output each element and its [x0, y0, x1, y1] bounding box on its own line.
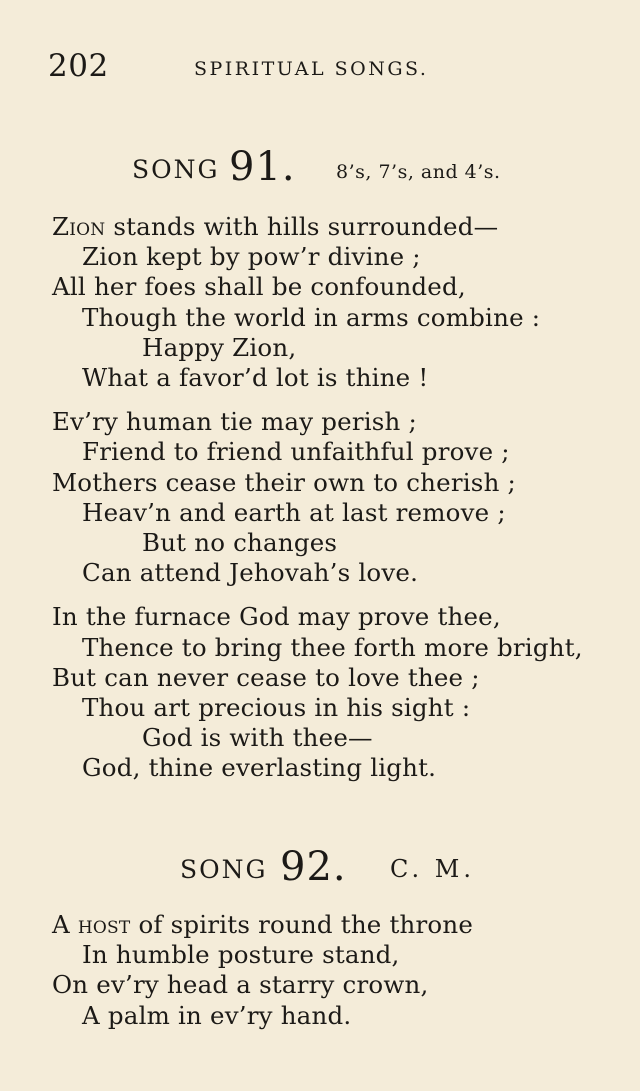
song-heading [52, 840, 632, 890]
running-head [48, 48, 620, 88]
line-text: of spirits round the throne [130, 910, 474, 939]
verse-line: Happy Zion, [142, 332, 297, 362]
stanza-1 [52, 212, 632, 393]
song-meter: 8’s, 7’s, and 4’s. [336, 161, 501, 183]
verse-line [52, 212, 632, 242]
verse-line: Can attend Jehovah’s love. [82, 558, 419, 588]
stanza-3 [52, 602, 632, 783]
initial-word: Zion [52, 212, 106, 241]
running-title: SPIRITUAL SONGS. [194, 58, 429, 80]
verse-line: A palm in ev’ry hand. [82, 1000, 352, 1030]
verse-line: Friend to friend unfaithful prove ; [82, 437, 510, 467]
song-label: SONG [132, 155, 220, 184]
verse-line: Mothers cease their own to cherish ; [52, 467, 516, 497]
verse-line: But can never cease to love thee ; [52, 662, 480, 692]
line-text: stands with hills surrounded— [105, 212, 499, 241]
stanza-1 [52, 910, 632, 1031]
verse-line: God is with thee— [142, 723, 373, 753]
verse-line: Thence to bring thee forth more bright, [82, 632, 583, 662]
verse-line: Zion kept by pow’r divine ; [82, 242, 421, 272]
song-heading [52, 140, 632, 190]
verse-line: Thou art precious in his sight : [82, 693, 471, 723]
song-91 [52, 140, 632, 784]
song-92 [52, 840, 632, 1031]
song-number: 92. [280, 844, 347, 890]
initial-word: host [77, 910, 131, 939]
line-text: A [52, 910, 78, 939]
stanza-2 [52, 407, 632, 588]
verse-line [52, 910, 632, 940]
verse-line: In the furnace God may prove thee, [52, 602, 501, 632]
song-label: SONG [180, 855, 268, 884]
verse-line: On ev’ry head a starry crown, [52, 970, 429, 1000]
verse-line: God, thine everlasting light. [82, 753, 437, 783]
page-number: 202 [48, 48, 109, 84]
verse-line: Heav’n and earth at last remove ; [82, 497, 506, 527]
song-meter: C. M. [390, 855, 475, 883]
verse-line: In humble posture stand, [82, 940, 400, 970]
verse-line: What a favor’d lot is thine ! [82, 363, 429, 393]
verse-line: But no changes [142, 528, 338, 558]
song-number: 91. [229, 144, 296, 190]
verse-line: All her foes shall be confounded, [52, 272, 466, 302]
verse-line: Though the world in arms combine : [82, 302, 541, 332]
verse-line: Ev’ry human tie may perish ; [52, 407, 417, 437]
